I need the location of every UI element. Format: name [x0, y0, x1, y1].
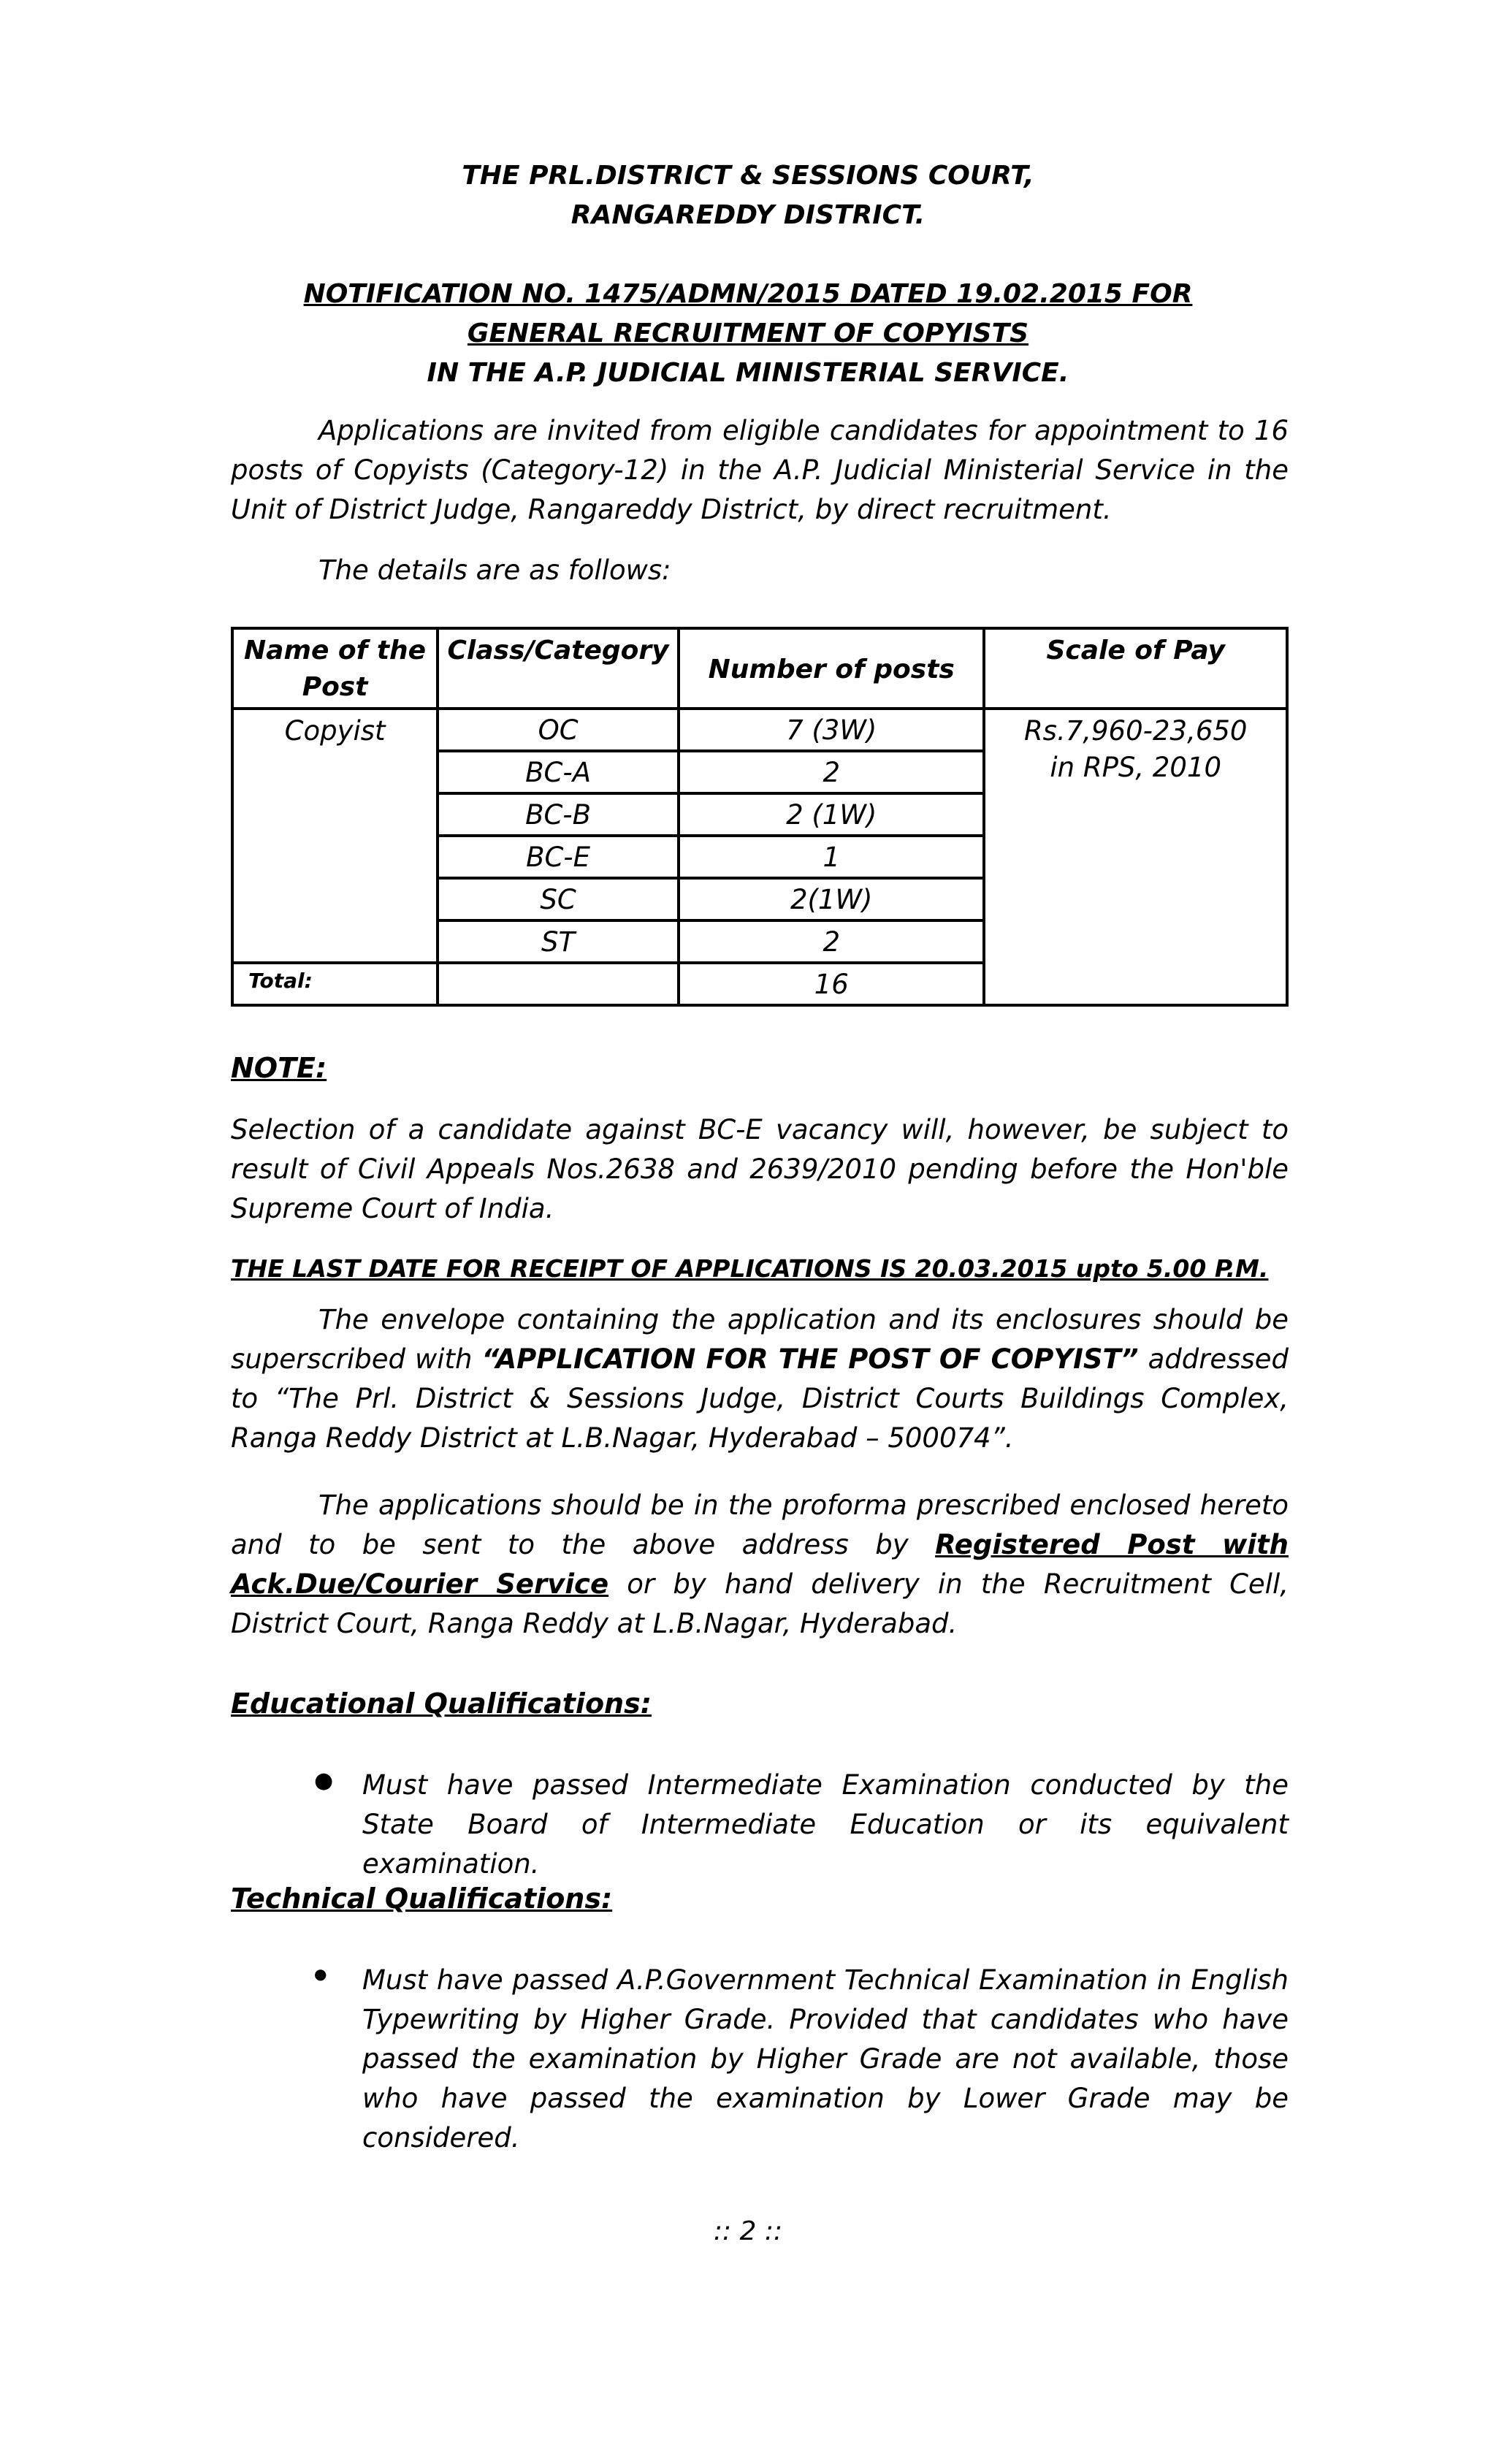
posts-table: [231, 627, 1289, 1007]
total-value: 16: [679, 963, 984, 1005]
category-cell: OC: [438, 709, 679, 751]
technical-heading: Technical Qualifications:: [231, 1883, 613, 1915]
bullet-icon: ●: [314, 1965, 327, 1983]
envelope-paragraph: [231, 1300, 1289, 1458]
number-cell: 2 (1W): [679, 793, 984, 836]
number-cell: 2: [679, 920, 984, 963]
educational-item: Must have passed Intermediate Examination conducted by the State Board of Intermediate Education or its equivalent examination.: [362, 1769, 1289, 1880]
category-cell: ST: [438, 920, 679, 963]
header-post-name: Name of the Post: [232, 628, 438, 709]
pay-scale-amount: Rs.7,960-23,650: [1023, 715, 1248, 747]
court-district: RANGAREDDY DISTRICT.: [570, 200, 926, 230]
total-category-empty: [438, 963, 679, 1005]
proforma-paragraph: [231, 1486, 1289, 1644]
category-cell: SC: [438, 878, 679, 920]
details-intro: The details are as follows:: [318, 554, 671, 586]
header-number-of-posts: Number of posts: [679, 628, 984, 709]
intro-paragraph: Applications are invited from eligible candidates for appointment to 16 posts of Copyists (Category-12) in the A.P. Judicial Ministerial Service in the Unit of District Judge, Rangareddy District, by direct recruitment.: [231, 415, 1289, 525]
proforma-text-2: or by hand delivery in the Recruitment Cell, District Court, Ranga Reddy at L.B.Nagar, Hyderabad.: [231, 1568, 1289, 1639]
notification-title-line2: GENERAL RECRUITMENT OF COPYISTS: [467, 319, 1029, 348]
envelope-text-1: The envelope containing the application and its enclosures should be superscribed with: [231, 1304, 1289, 1375]
proforma-text-1: The applications should be in the proforma prescribed enclosed hereto and to be sent to the above address by: [231, 1490, 1289, 1560]
number-cell: 2(1W): [679, 878, 984, 920]
last-date-notice: THE LAST DATE FOR RECEIPT OF APPLICATIONS IS 20.03.2015 upto 5.00 P.M.: [231, 1254, 1269, 1283]
technical-item: Must have passed A.P.Government Technical Examination in English Typewriting by Higher Grade. Provided that candidates who have passed the examination by Higher Grade are not available, those who have passed the examination by Lower Grade may be considered.: [362, 1964, 1289, 2154]
note-text: Selection of a candidate against BC-E vacancy will, however, be subject to result of Civil Appeals Nos.2638 and 2639/2010 pending before the Hon'ble Supreme Court of India.: [231, 1114, 1289, 1224]
total-label: Total:: [232, 963, 438, 1005]
number-cell: 2: [679, 751, 984, 793]
court-title: THE PRL.DISTRICT & SESSIONS COURT,: [462, 161, 1034, 191]
category-cell: BC-E: [438, 836, 679, 878]
bullet-icon: ●: [314, 1768, 334, 1793]
pay-scale-rps: in RPS, 2010: [1050, 752, 1222, 783]
page-number: :: 2 ::: [713, 2216, 783, 2246]
note-heading: NOTE:: [231, 1052, 327, 1084]
proforma-delivery-mode: Registered Post with Ack.Due/Courier Service: [231, 1529, 1289, 1600]
category-cell: BC-B: [438, 793, 679, 836]
header-category: Class/Category: [438, 628, 679, 709]
post-name-cell: Copyist: [232, 709, 438, 963]
envelope-text-2: addressed to “The Prl. District & Sessions Judge, District Courts Buildings Complex, Ranga Reddy District at L.B.Nagar, Hyderabad – 500074”.: [231, 1343, 1289, 1454]
header-scale-of-pay: Scale of Pay: [984, 628, 1287, 709]
notification-title-line3: IN THE A.P. JUDICIAL MINISTERIAL SERVICE.: [427, 358, 1069, 388]
category-cell: BC-A: [438, 751, 679, 793]
number-cell: 7 (3W): [679, 709, 984, 751]
number-cell: 1: [679, 836, 984, 878]
notification-title-line1: NOTIFICATION NO. 1475/ADMN/2015 DATED 19.02.2015 FOR: [303, 279, 1193, 309]
envelope-superscription: “APPLICATION FOR THE POST OF COPYIST”: [481, 1343, 1139, 1375]
educational-heading: Educational Qualifications:: [231, 1687, 652, 1720]
scale-of-pay-cell: [984, 709, 1287, 1005]
